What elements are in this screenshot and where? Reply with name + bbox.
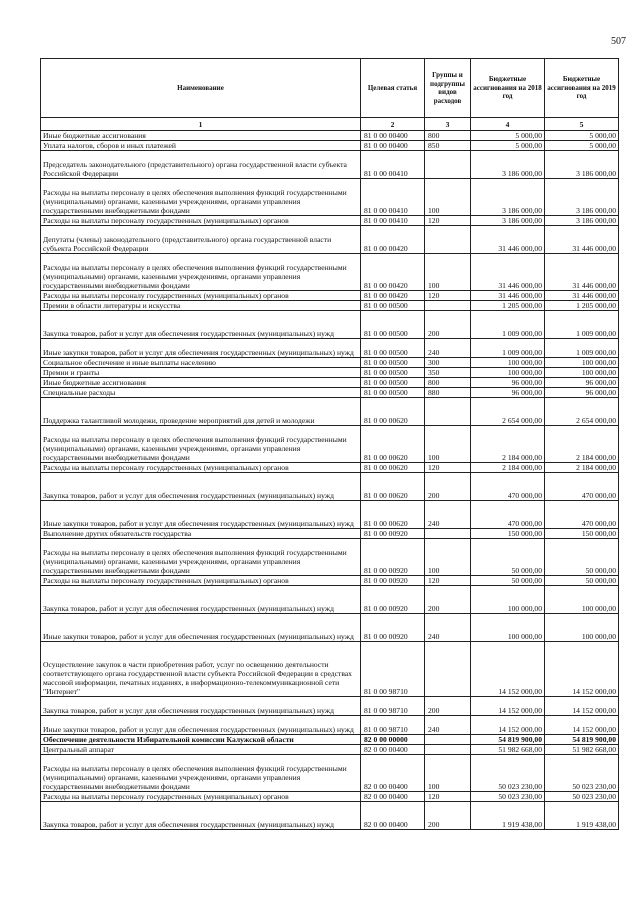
table-row (41, 141, 619, 151)
cell-name: Премии в области литературы и искусства (41, 301, 361, 311)
table-row (41, 697, 619, 716)
cell-name: Расходы на выплаты персоналу в целях обеспечения выполнения функций государственными (муниципальными) органами, казенными учреждениями, органами управления государственными внебюджетными фондами (41, 426, 361, 463)
cell-2018: 2 184 000,00 (471, 463, 545, 473)
cell-group: 350 (425, 368, 471, 378)
cell-group: 100 (425, 539, 471, 576)
cell-target: 82 0 00 00400 (361, 745, 425, 755)
cell-name: Иные закупки товаров, работ и услуг для обеспечения государственных (муниципальных) нужд (41, 614, 361, 642)
cell-2019: 100 000,00 (545, 358, 619, 368)
cell-2018: 51 982 668,00 (471, 745, 545, 755)
cell-2018: 1 205 000,00 (471, 301, 545, 311)
cell-group: 880 (425, 388, 471, 398)
cell-2018: 50 023 230,00 (471, 755, 545, 792)
cell-2018: 3 186 000,00 (471, 179, 545, 216)
cell-target: 81 0 00 00420 (361, 254, 425, 291)
cell-group: 120 (425, 576, 471, 586)
cell-target: 81 0 00 00620 (361, 501, 425, 529)
cell-name: Расходы на выплаты персоналу в целях обеспечения выполнения функций государственными (муниципальными) органами, казенными учреждениями, органами управления государственными внебюджетными фондами (41, 755, 361, 792)
cell-2019: 3 186 000,00 (545, 179, 619, 216)
cell-2018: 1 009 000,00 (471, 311, 545, 339)
cell-group: 100 (425, 426, 471, 463)
cell-name: Иные бюджетные ассигнования (41, 378, 361, 388)
cell-target: 81 0 00 00400 (361, 131, 425, 141)
cell-2018: 1 919 438,00 (471, 802, 545, 830)
column-number: 3 (425, 118, 471, 131)
cell-name: Выполнение других обязательств государства (41, 529, 361, 539)
cell-target: 81 0 00 00410 (361, 179, 425, 216)
cell-group (425, 735, 471, 745)
cell-name: Закупка товаров, работ и услуг для обеспечения государственных (муниципальных) нужд (41, 311, 361, 339)
table-row (41, 291, 619, 301)
cell-name: Социальное обеспечение и иные выплаты населению (41, 358, 361, 368)
cell-2019: 2 184 000,00 (545, 463, 619, 473)
header-2018: Бюджетные ассигнования на 2018 год (471, 59, 545, 118)
cell-target: 81 0 00 00620 (361, 398, 425, 426)
cell-2019: 14 152 000,00 (545, 697, 619, 716)
cell-2019: 31 446 000,00 (545, 226, 619, 254)
table-row (41, 311, 619, 339)
cell-2018: 150 000,00 (471, 529, 545, 539)
cell-group: 120 (425, 792, 471, 802)
cell-2019: 96 000,00 (545, 378, 619, 388)
table-row (41, 368, 619, 378)
cell-name: Иные бюджетные ассигнования (41, 131, 361, 141)
cell-2019: 31 446 000,00 (545, 291, 619, 301)
table-row (41, 529, 619, 539)
table-row (41, 179, 619, 216)
table-row (41, 388, 619, 398)
cell-target: 81 0 00 00500 (361, 301, 425, 311)
table-row (41, 642, 619, 697)
cell-2019: 31 446 000,00 (545, 254, 619, 291)
cell-2019: 1 009 000,00 (545, 339, 619, 358)
cell-2018: 2 654 000,00 (471, 398, 545, 426)
cell-target: 81 0 00 00500 (361, 339, 425, 358)
cell-2018: 96 000,00 (471, 378, 545, 388)
cell-group: 300 (425, 358, 471, 368)
cell-2018: 5 000,00 (471, 141, 545, 151)
cell-target: 82 0 00 00400 (361, 792, 425, 802)
header-group: Группы и подгруппы видов расходов (425, 59, 471, 118)
table-row (41, 539, 619, 576)
cell-name: Иные закупки товаров, работ и услуг для обеспечения государственных (муниципальных) нужд (41, 501, 361, 529)
cell-target: 81 0 00 00500 (361, 378, 425, 388)
cell-target: 81 0 00 00500 (361, 388, 425, 398)
cell-group: 100 (425, 179, 471, 216)
cell-2019: 470 000,00 (545, 473, 619, 501)
table-row (41, 802, 619, 830)
cell-group: 120 (425, 463, 471, 473)
cell-group (425, 226, 471, 254)
column-number-row (41, 118, 619, 131)
cell-name: Закупка товаров, работ и услуг для обеспечения государственных (муниципальных) нужд (41, 586, 361, 614)
cell-name: Поддержка талантливой молодежи, проведение мероприятий для детей и молодежи (41, 398, 361, 426)
cell-2018: 100 000,00 (471, 358, 545, 368)
cell-2019: 50 000,00 (545, 539, 619, 576)
cell-2019: 2 184 000,00 (545, 426, 619, 463)
cell-group: 240 (425, 339, 471, 358)
cell-2018: 470 000,00 (471, 473, 545, 501)
cell-name: Расходы на выплаты персоналу в целях обеспечения выполнения функций государственными (муниципальными) органами, казенными учреждениями, органами управления государственными внебюджетными фондами (41, 179, 361, 216)
cell-2019: 100 000,00 (545, 586, 619, 614)
cell-2018: 14 152 000,00 (471, 697, 545, 716)
cell-group (425, 529, 471, 539)
cell-group (425, 301, 471, 311)
cell-2019: 150 000,00 (545, 529, 619, 539)
cell-target: 81 0 00 00920 (361, 576, 425, 586)
cell-2019: 54 819 900,00 (545, 735, 619, 745)
cell-name: Расходы на выплаты персоналу государственных (муниципальных) органов (41, 216, 361, 226)
table-row (41, 463, 619, 473)
table-row (41, 426, 619, 463)
cell-group: 200 (425, 311, 471, 339)
cell-2018: 100 000,00 (471, 614, 545, 642)
table-row (41, 755, 619, 792)
cell-target: 81 0 00 98710 (361, 697, 425, 716)
cell-group: 240 (425, 501, 471, 529)
cell-name: Расходы на выплаты персоналу в целях обеспечения выполнения функций государственными (муниципальными) органами, казенными учреждениями, органами управления государственными внебюджетными фондами (41, 254, 361, 291)
page-number: 507 (611, 36, 626, 47)
column-number: 4 (471, 118, 545, 131)
table-row (41, 576, 619, 586)
cell-group (425, 151, 471, 179)
cell-2018: 54 819 900,00 (471, 735, 545, 745)
cell-name: Расходы на выплаты персоналу государственных (муниципальных) органов (41, 792, 361, 802)
table-row (41, 586, 619, 614)
cell-group: 120 (425, 291, 471, 301)
cell-target: 81 0 00 00500 (361, 368, 425, 378)
cell-2018: 1 009 000,00 (471, 339, 545, 358)
cell-2018: 50 000,00 (471, 539, 545, 576)
cell-group: 200 (425, 586, 471, 614)
table-row (41, 301, 619, 311)
cell-name: Расходы на выплаты персоналу государственных (муниципальных) органов (41, 576, 361, 586)
cell-2018: 96 000,00 (471, 388, 545, 398)
cell-group: 120 (425, 216, 471, 226)
cell-2019: 50 000,00 (545, 576, 619, 586)
cell-2019: 1 919 438,00 (545, 802, 619, 830)
cell-2019: 1 009 000,00 (545, 311, 619, 339)
cell-name: Депутаты (члены) законодательного (представительного) органа государственной власти субъекта Российской Федерации (41, 226, 361, 254)
cell-name: Иные закупки товаров, работ и услуг для обеспечения государственных (муниципальных) нужд (41, 339, 361, 358)
cell-name: Специальные расходы (41, 388, 361, 398)
cell-2019: 2 654 000,00 (545, 398, 619, 426)
cell-target: 81 0 00 00400 (361, 141, 425, 151)
cell-2018: 3 186 000,00 (471, 151, 545, 179)
column-number: 2 (361, 118, 425, 131)
cell-2019: 96 000,00 (545, 388, 619, 398)
table-row (41, 735, 619, 745)
table-row (41, 216, 619, 226)
table-row (41, 131, 619, 141)
cell-2018: 31 446 000,00 (471, 291, 545, 301)
table-row (41, 339, 619, 358)
cell-2018: 3 186 000,00 (471, 216, 545, 226)
cell-target: 81 0 00 00920 (361, 586, 425, 614)
table-row (41, 792, 619, 802)
table-row (41, 473, 619, 501)
cell-2019: 14 152 000,00 (545, 642, 619, 697)
cell-name: Осуществление закупок в части приобретения работ, услуг по освещению деятельности соответствующего органа государственной власти субъекта Российской Федерации в средствах массовой информации, печатных изданиях, в информационно-телекоммуникационной сети "Интернет" (41, 642, 361, 697)
cell-2019: 100 000,00 (545, 368, 619, 378)
cell-2019: 3 186 000,00 (545, 216, 619, 226)
cell-name: Уплата налогов, сборов и иных платежей (41, 141, 361, 151)
cell-name: Закупка товаров, работ и услуг для обеспечения государственных (муниципальных) нужд (41, 697, 361, 716)
cell-2019: 470 000,00 (545, 501, 619, 529)
cell-name: Закупка товаров, работ и услуг для обеспечения государственных (муниципальных) нужд (41, 802, 361, 830)
cell-2018: 50 000,00 (471, 576, 545, 586)
cell-group: 800 (425, 378, 471, 388)
table-row (41, 745, 619, 755)
cell-target: 81 0 00 00620 (361, 426, 425, 463)
cell-2018: 31 446 000,00 (471, 226, 545, 254)
cell-group: 200 (425, 473, 471, 501)
cell-2019: 3 186 000,00 (545, 151, 619, 179)
header-name: Наименование (41, 59, 361, 118)
column-number: 1 (41, 118, 361, 131)
cell-2018: 50 023 230,00 (471, 792, 545, 802)
cell-2019: 14 152 000,00 (545, 716, 619, 735)
cell-group: 100 (425, 755, 471, 792)
cell-target: 81 0 00 00920 (361, 614, 425, 642)
cell-name: Премии и гранты (41, 368, 361, 378)
cell-group (425, 745, 471, 755)
cell-group: 850 (425, 141, 471, 151)
cell-2019: 1 205 000,00 (545, 301, 619, 311)
table-row (41, 501, 619, 529)
cell-2019: 50 023 230,00 (545, 755, 619, 792)
table-row (41, 226, 619, 254)
cell-2019: 50 023 230,00 (545, 792, 619, 802)
cell-name: Закупка товаров, работ и услуг для обеспечения государственных (муниципальных) нужд (41, 473, 361, 501)
table-row (41, 398, 619, 426)
cell-group (425, 398, 471, 426)
cell-2018: 2 184 000,00 (471, 426, 545, 463)
cell-name: Расходы на выплаты персоналу государственных (муниципальных) органов (41, 463, 361, 473)
cell-group: 200 (425, 697, 471, 716)
cell-2019: 51 982 668,00 (545, 745, 619, 755)
cell-group: 800 (425, 131, 471, 141)
cell-2019: 5 000,00 (545, 131, 619, 141)
table-row (41, 614, 619, 642)
cell-group: 200 (425, 802, 471, 830)
cell-target: 81 0 00 00920 (361, 539, 425, 576)
column-number: 5 (545, 118, 619, 131)
cell-group: 100 (425, 254, 471, 291)
cell-2019: 5 000,00 (545, 141, 619, 151)
table-row (41, 358, 619, 368)
table-row (41, 254, 619, 291)
cell-name: Расходы на выплаты персоналу государственных (муниципальных) органов (41, 291, 361, 301)
cell-name: Председатель законодательного (представительного) органа государственной власти субъекта Российской Федерации (41, 151, 361, 179)
cell-target: 81 0 00 98710 (361, 642, 425, 697)
cell-name: Расходы на выплаты персоналу в целях обеспечения выполнения функций государственными (муниципальными) органами, казенными учреждениями, органами управления государственными внебюджетными фондами (41, 539, 361, 576)
table-row (41, 151, 619, 179)
cell-target: 81 0 00 00620 (361, 463, 425, 473)
cell-group: 240 (425, 716, 471, 735)
budget-table (40, 58, 619, 830)
header-target: Целевая статья (361, 59, 425, 118)
cell-2018: 31 446 000,00 (471, 254, 545, 291)
cell-target: 81 0 00 00500 (361, 358, 425, 368)
table-row (41, 716, 619, 735)
cell-target: 81 0 00 00420 (361, 226, 425, 254)
cell-2018: 470 000,00 (471, 501, 545, 529)
cell-2019: 100 000,00 (545, 614, 619, 642)
cell-target: 81 0 00 00620 (361, 473, 425, 501)
cell-target: 81 0 00 00420 (361, 291, 425, 301)
cell-2018: 100 000,00 (471, 586, 545, 614)
cell-target: 81 0 00 00500 (361, 311, 425, 339)
cell-name: Иные закупки товаров, работ и услуг для обеспечения государственных (муниципальных) нужд (41, 716, 361, 735)
header-row (41, 59, 619, 118)
cell-target: 81 0 00 98710 (361, 716, 425, 735)
cell-name: Обеспечение деятельности Избирательной комиссии Калужской области (41, 735, 361, 745)
table-row (41, 378, 619, 388)
cell-2018: 5 000,00 (471, 131, 545, 141)
cell-target: 81 0 00 00410 (361, 151, 425, 179)
cell-group (425, 642, 471, 697)
cell-target: 82 0 00 00400 (361, 802, 425, 830)
cell-2018: 14 152 000,00 (471, 642, 545, 697)
cell-name: Центральный аппарат (41, 745, 361, 755)
cell-target: 81 0 00 00410 (361, 216, 425, 226)
cell-target: 81 0 00 00920 (361, 529, 425, 539)
cell-group: 240 (425, 614, 471, 642)
cell-target: 82 0 00 00000 (361, 735, 425, 745)
header-2019: Бюджетные ассигнования на 2019 год (545, 59, 619, 118)
cell-target: 82 0 00 00400 (361, 755, 425, 792)
cell-2018: 14 152 000,00 (471, 716, 545, 735)
cell-2018: 100 000,00 (471, 368, 545, 378)
